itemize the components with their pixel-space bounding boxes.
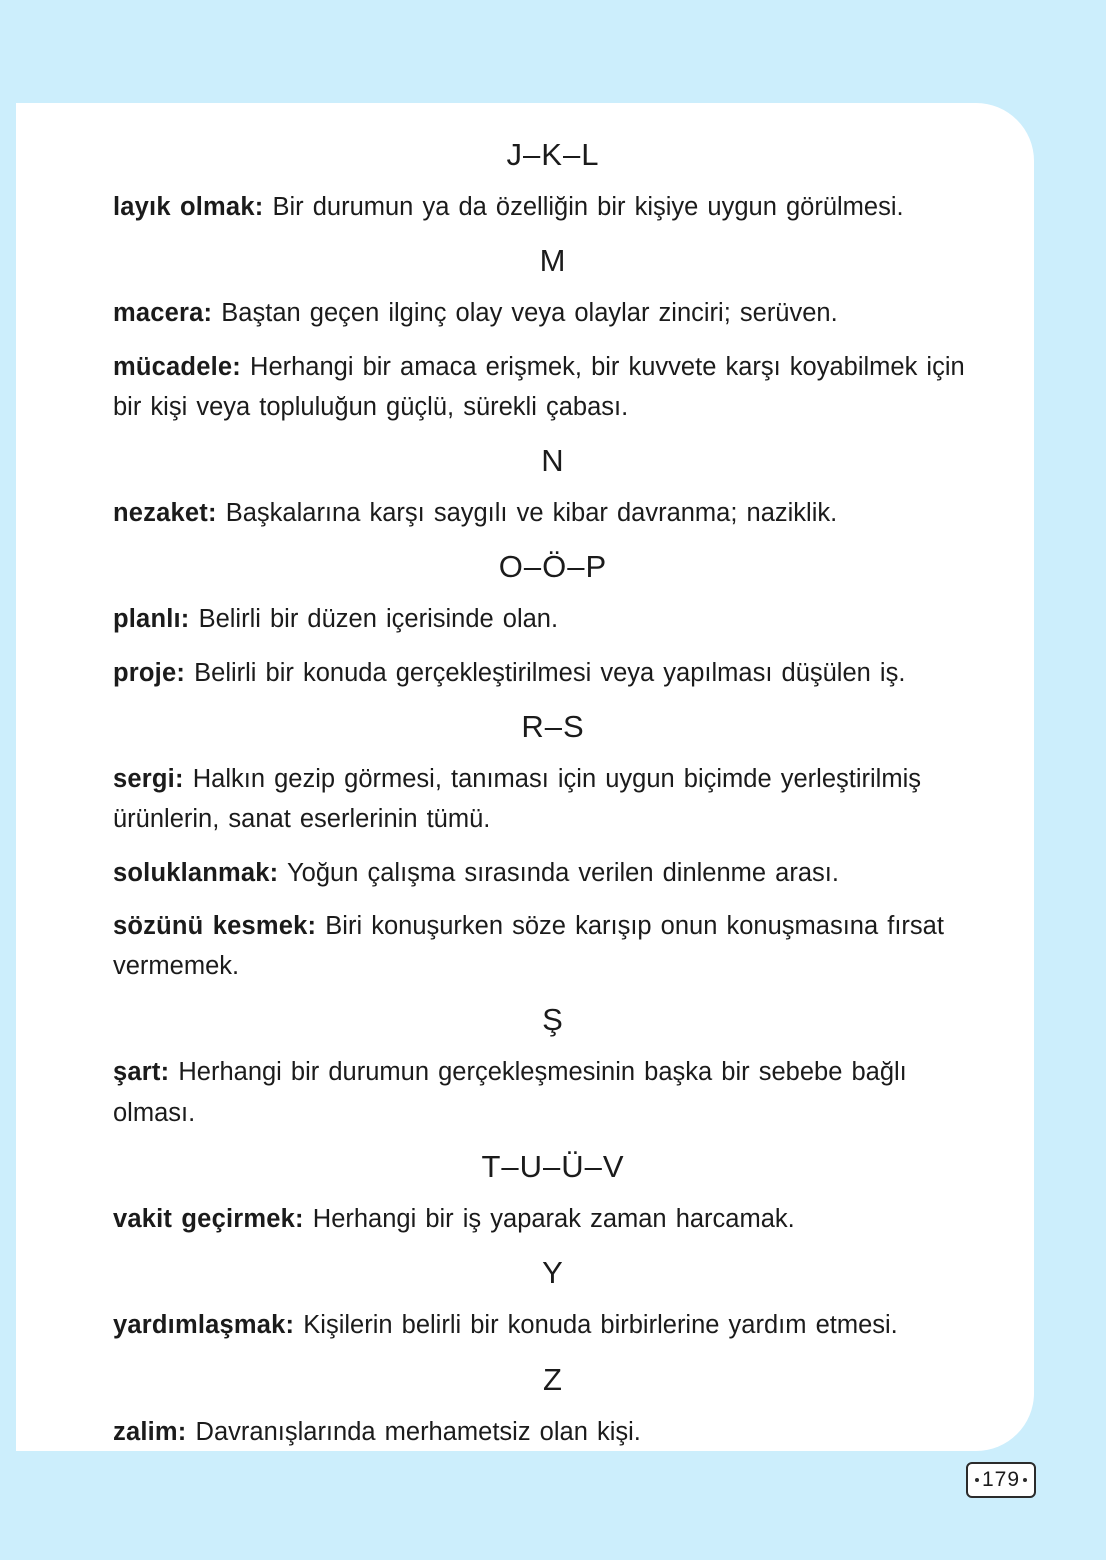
entry-term: macera:	[113, 299, 213, 328]
entry-definition: Belirli bir konuda gerçekleştirilmesi veya yapılması düşülen iş.	[185, 658, 906, 687]
entry-definition: Baştan geçen ilginç olay veya olaylar zinciri; serüven.	[212, 299, 838, 328]
entry-term: layık olmak:	[113, 193, 264, 221]
glossary-entry	[113, 493, 993, 533]
glossary-entry	[113, 293, 993, 333]
entry-term: şart:	[113, 1058, 170, 1087]
entry-definition: Herhangi bir amaca erişmek, bir kuvvete karşı koyabilmek için bir kişi veya topluluğun güçlü, sürekli çabası.	[113, 352, 965, 421]
entry-definition: Yoğun çalışma sırasında verilen dinlenme arası.	[278, 858, 839, 887]
page-sheet	[16, 103, 1034, 1451]
entry-term: sergi:	[113, 764, 184, 793]
entry-term: nezaket:	[113, 499, 217, 528]
entry-definition: Kişilerin belirli bir konuda birbirlerine yardım etmesi.	[294, 1311, 898, 1340]
entry-term: zalim:	[113, 1417, 187, 1446]
glossary-entry	[113, 1305, 993, 1345]
glossary-entry	[113, 653, 993, 693]
entry-definition: Başkalarına karşı saygılı ve kibar davranma; naziklik.	[216, 499, 838, 528]
section-heading-z: Z	[543, 1361, 563, 1397]
entry-term: yardımlaşmak:	[113, 1311, 295, 1340]
entry-definition: Herhangi bir iş yaparak zaman harcamak.	[303, 1204, 795, 1233]
entry-definition: Davranışlarında merhametsiz olan kişi.	[186, 1417, 641, 1446]
entry-definition: Herhangi bir durumun gerçekleşmesinin başka bir sebebe bağlı olması.	[113, 1058, 907, 1127]
page-number-dot-right	[1023, 1478, 1027, 1482]
glossary-entry	[113, 187, 993, 227]
page-number-dot-left	[975, 1478, 979, 1482]
page-number-badge	[966, 1462, 1036, 1498]
section-heading-y: Y	[542, 1255, 564, 1291]
entry-definition: Biri konuşurken söze karışıp onun konuşmasına fırsat vermemek.	[113, 911, 944, 981]
entry-definition: Halkın gezip görmesi, tanıması için uygun biçimde yerleştirilmiş ürünlerin, sanat eserlerinin tümü.	[113, 764, 921, 834]
glossary-entry	[113, 906, 993, 987]
glossary-entry	[113, 853, 993, 893]
glossary-entry	[113, 759, 993, 840]
glossary-entry	[113, 1052, 993, 1133]
glossary-entry	[113, 1199, 993, 1239]
entry-term: soluklanmak:	[113, 858, 279, 887]
section-heading-m: M	[539, 243, 567, 279]
glossary-content	[113, 129, 993, 1465]
section-heading-j-k-l: J–K–L	[506, 137, 600, 172]
section-heading-r-s: R–S	[521, 708, 585, 744]
section-heading-s-cedilla: Ş	[542, 1002, 564, 1038]
glossary-entry	[113, 599, 993, 639]
entry-definition: Belirli bir düzen içerisinde olan.	[189, 605, 559, 634]
page-number-label: 179	[981, 1468, 1021, 1491]
entry-term: planlı:	[113, 605, 190, 634]
entry-term: sözünü kesmek:	[113, 911, 317, 940]
entry-term: vakit geçirmek:	[113, 1204, 304, 1233]
glossary-entry	[113, 1412, 993, 1452]
entry-definition: Bir durumun ya da özelliğin bir kişiye uygun görülmesi.	[263, 193, 904, 221]
entry-term: proje:	[113, 658, 186, 687]
entry-term: mücadele:	[113, 352, 241, 381]
section-heading-o-oe-p: O–Ö–P	[498, 549, 608, 585]
section-heading-n: N	[541, 443, 565, 479]
section-heading-t-u-ue-v: T–U–Ü–V	[481, 1148, 625, 1184]
glossary-entry	[113, 347, 993, 428]
